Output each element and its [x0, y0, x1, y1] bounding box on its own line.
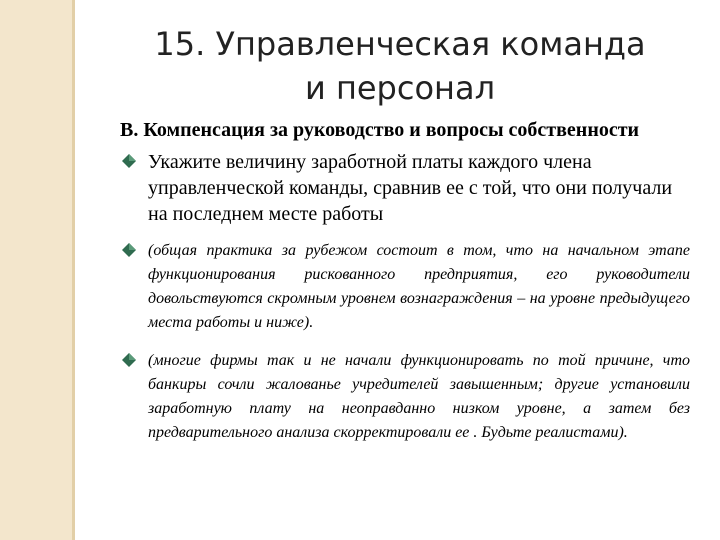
slide-body	[120, 118, 690, 445]
bullet-text: (многие фирмы так и не начали функционировать по той причине, что банкиры сочли жалованье учредителей завышенным; другие установили заработную плату на неоправданно низком уровне, а затем без предварительного анализа скорректировали ее . Будьте реалистами).	[148, 352, 690, 441]
bullet-item	[120, 149, 690, 227]
bullet-text: Укажите величину заработной платы каждого члена управленческой команды, сравнив ее с той, что они получали на последнем месте работы	[148, 151, 673, 225]
section-heading: B. Компенсация за руководство и вопросы собственности	[120, 119, 640, 141]
bullet-item	[120, 349, 690, 445]
diamond-bullet-icon	[122, 353, 136, 367]
bullet-text: (общая практика за рубежом состоит в том, что на начальном этапе функционирования рискованного предприятия, его руководители довольствуются скромным уровнем вознаграждения – на уровне предыдущего места работы и ниже).	[148, 242, 690, 331]
bullet-item	[120, 239, 690, 335]
slide-title-line-1: 15. Управленческая команда	[154, 25, 646, 63]
diamond-bullet-icon	[122, 154, 136, 168]
side-decoration-band	[0, 0, 72, 540]
slide-title-line-2: и персонал	[304, 69, 496, 107]
side-decoration-line	[72, 0, 75, 540]
diamond-bullet-icon	[122, 243, 136, 257]
slide-title	[90, 22, 710, 110]
